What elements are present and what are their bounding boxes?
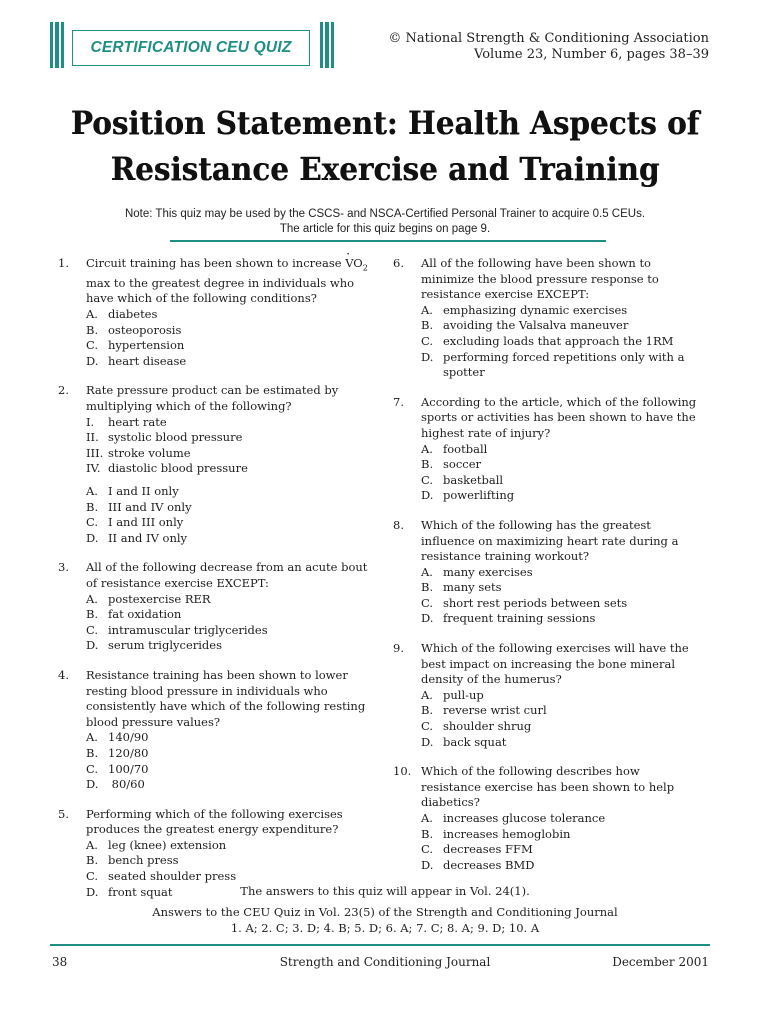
answer-option	[86, 746, 368, 762]
question-8	[393, 518, 703, 627]
divider-footer	[50, 944, 710, 946]
question-number: 6.	[393, 256, 404, 270]
answer-option	[86, 338, 368, 354]
option-text: short rest periods between sets	[443, 595, 628, 610]
item-label: III.	[86, 445, 104, 460]
answer-options	[86, 484, 368, 546]
option-label: C.	[421, 333, 434, 348]
option-label: B.	[421, 318, 434, 333]
question-1	[58, 256, 368, 369]
association-copyright: © National Strength & Conditioning Association	[388, 31, 709, 46]
upcoming-answers-note: The answers to this quiz will appear in Vol. 24(1).	[240, 884, 530, 898]
option-text: I and III only	[108, 515, 184, 530]
question-3	[58, 560, 368, 654]
option-label: B.	[86, 853, 99, 868]
option-label: A.	[86, 730, 98, 745]
option-text: performing forced repetitions only with a spotter	[443, 349, 685, 380]
answer-option	[421, 303, 703, 319]
option-label: D.	[421, 857, 434, 872]
questions-left-column	[58, 256, 368, 914]
question-number: 5.	[58, 806, 69, 821]
option-text: shoulder shrug	[443, 719, 532, 734]
answer-option	[421, 580, 703, 596]
question-number: 1.	[58, 256, 69, 270]
option-text: many exercises	[443, 564, 533, 579]
questions-right-column	[393, 256, 703, 887]
option-label: B.	[421, 457, 434, 472]
option-text: increases hemoglobin	[443, 826, 571, 841]
option-text: diabetes	[108, 307, 158, 322]
previous-answers	[0, 905, 770, 936]
title-line-2: Resistance Exercise and Training	[110, 150, 660, 188]
option-text: serum triglycerides	[108, 638, 222, 653]
answer-option	[421, 827, 703, 843]
answer-option	[421, 703, 703, 719]
answer-option	[421, 611, 703, 627]
question-7	[393, 395, 703, 504]
answer-option	[86, 607, 368, 623]
question-number: 8.	[393, 517, 404, 532]
answer-option	[86, 515, 368, 531]
option-label: C.	[421, 595, 434, 610]
option-text: II and IV only	[108, 530, 188, 545]
option-text: pull-up	[443, 687, 484, 702]
option-text: intramuscular triglycerides	[108, 622, 268, 637]
option-label: D.	[86, 777, 99, 792]
answer-option	[86, 638, 368, 654]
option-text: 120/80	[108, 745, 149, 760]
answer-option	[421, 842, 703, 858]
answer-option	[86, 500, 368, 516]
publication-info	[388, 31, 709, 63]
option-label: D.	[421, 734, 434, 749]
answer-option	[421, 473, 703, 489]
answer-option	[86, 853, 368, 869]
answer-option	[86, 307, 368, 323]
answer-option	[86, 623, 368, 639]
quiz-note	[0, 207, 770, 237]
option-text: decreases BMD	[443, 857, 535, 872]
answer-option	[86, 323, 368, 339]
question-text: Resistance training has been shown to lower resting blood pressure in individuals who consistently have which of the following resting blood pressure values?	[86, 667, 366, 729]
item-text: heart rate	[108, 414, 167, 429]
option-label: A.	[421, 302, 433, 317]
question-number: 4.	[58, 667, 69, 682]
option-text: front squat	[108, 884, 173, 899]
option-text: soccer	[443, 457, 482, 472]
option-label: A.	[421, 441, 433, 456]
page-number: 38	[52, 955, 68, 969]
option-label: D.	[86, 353, 99, 368]
option-label: C.	[421, 719, 434, 734]
option-text: increases glucose tolerance	[443, 811, 606, 825]
option-label: C.	[421, 842, 434, 857]
option-label: B.	[421, 826, 434, 841]
certification-badge: CERTIFICATION CEU QUIZ	[72, 30, 310, 66]
answer-options	[86, 730, 368, 792]
question-number: 2.	[58, 383, 69, 398]
option-label: B.	[421, 580, 434, 595]
question-10	[393, 764, 703, 873]
answer-option	[421, 334, 703, 350]
option-label: A.	[421, 687, 433, 702]
spacer	[86, 477, 368, 484]
option-text: hypertension	[108, 338, 185, 353]
v-dot: · V	[345, 256, 353, 270]
subscript-2: 2	[362, 263, 368, 273]
answer-option	[86, 730, 368, 746]
option-text: heart disease	[108, 353, 187, 368]
item-label: IV.	[86, 461, 101, 476]
option-label: D.	[421, 349, 434, 364]
option-text: 140/90	[108, 730, 149, 745]
option-label: C.	[86, 515, 99, 530]
question-text: Rate pressure product can be estimated by multiplying which of the following?	[86, 383, 339, 414]
roman-item	[86, 446, 368, 462]
option-label: D.	[86, 638, 99, 653]
answer-options	[421, 688, 703, 750]
option-label: C.	[86, 761, 99, 776]
answer-option	[421, 442, 703, 458]
option-label: A.	[421, 811, 433, 825]
option-label: D.	[86, 530, 99, 545]
option-label: D.	[421, 488, 434, 503]
issue-date: December 2001	[612, 955, 709, 969]
question-text: Which of the following describes how resistance exercise has been shown to help diabetics?	[421, 764, 675, 810]
option-label: A.	[86, 484, 98, 499]
option-label: B.	[86, 322, 99, 337]
option-text: basketball	[443, 472, 504, 487]
answer-option	[421, 596, 703, 612]
question-text-part: Circuit training has been shown to increase	[86, 256, 346, 270]
option-label: C.	[86, 338, 99, 353]
item-text: systolic blood pressure	[108, 430, 243, 445]
option-text: frequent training sessions	[443, 611, 596, 626]
option-label: A.	[421, 564, 433, 579]
option-label: D.	[421, 611, 434, 626]
answer-option	[86, 838, 368, 854]
answer-options	[421, 303, 703, 381]
question-number: 9.	[393, 641, 404, 656]
option-text: leg (knee) extension	[108, 837, 227, 852]
answer-option	[421, 719, 703, 735]
option-text: decreases FFM	[443, 842, 533, 857]
answer-option	[86, 484, 368, 500]
question-text: All of the following have been shown to minimize the blood pressure response to resistance exercise EXCEPT:	[421, 256, 659, 302]
option-text: fat oxidation	[108, 607, 182, 622]
item-label: II.	[86, 430, 99, 445]
answer-option	[421, 457, 703, 473]
option-label: A.	[86, 307, 98, 322]
answer-option	[86, 762, 368, 778]
question-number: 10.	[393, 764, 412, 779]
question-text: Performing which of the following exercises produces the greatest energy expenditure?	[86, 806, 343, 837]
option-text: 100/70	[108, 761, 149, 776]
option-text: emphasizing dynamic exercises	[443, 302, 628, 317]
answer-option	[421, 488, 703, 504]
answer-option	[421, 318, 703, 334]
question-9	[393, 641, 703, 750]
question-text-part: max to the greatest degree in individuals who have which of the following conditions?	[86, 275, 355, 306]
option-label: A.	[86, 837, 98, 852]
answer-option	[86, 354, 368, 370]
divider-short	[170, 240, 606, 242]
answer-options	[421, 811, 703, 873]
note-line-2: The article for this quiz begins on page 9.	[279, 223, 491, 235]
option-text: powerlifting	[443, 488, 515, 503]
vo2-symbol	[345, 256, 368, 273]
answer-option	[86, 592, 368, 608]
item-label: I.	[86, 414, 95, 429]
o-letter: O	[353, 256, 363, 270]
option-text: excluding loads that approach the 1RM	[443, 333, 674, 348]
answer-option	[421, 735, 703, 751]
answer-options	[421, 442, 703, 504]
question-text: Which of the following exercises will have the best impact on increasing the bone mineral density of the humerus?	[421, 641, 689, 687]
answer-option	[421, 688, 703, 704]
option-text: back squat	[443, 734, 507, 749]
question-text: All of the following decrease from an acute bout of resistance exercise EXCEPT:	[86, 560, 368, 590]
page-title	[31, 100, 739, 192]
journal-name: Strength and Conditioning Journal	[279, 955, 491, 969]
answer-options	[86, 307, 368, 369]
option-text: I and II only	[108, 484, 179, 499]
previous-answers-key: 1. A; 2. C; 3. D; 4. B; 5. D; 6. A; 7. C; 8. A; 9. D; 10. A	[230, 920, 540, 935]
question-number: 7.	[393, 394, 404, 409]
question-4	[58, 668, 368, 793]
answer-option	[86, 869, 368, 885]
roman-items	[86, 415, 368, 477]
option-label: A.	[86, 591, 98, 606]
option-label: C.	[421, 472, 434, 487]
volume-info: Volume 23, Number 6, pages 38–39	[474, 47, 709, 62]
option-text: III and IV only	[108, 499, 192, 514]
answer-option	[421, 350, 703, 381]
option-label: C.	[86, 622, 99, 637]
option-label: C.	[86, 869, 99, 884]
roman-item	[86, 430, 368, 446]
question-text: Which of the following has the greatest influence on maximizing heart rate during a resistance training workout?	[421, 517, 679, 564]
option-text: bench press	[108, 853, 179, 868]
question-text	[86, 256, 368, 307]
roman-item	[86, 461, 368, 477]
answer-option	[421, 811, 703, 827]
option-text: seated shoulder press	[108, 869, 237, 884]
option-text: reverse wrist curl	[443, 703, 547, 718]
question-text: According to the article, which of the following sports or activities has been shown to have the highest rate of injury?	[421, 394, 697, 440]
item-text: stroke volume	[108, 445, 191, 460]
header-bars-left-decoration	[50, 22, 64, 68]
option-label: B.	[86, 745, 99, 760]
question-number: 3.	[58, 560, 69, 575]
note-line-1: Note: This quiz may be used by the CSCS- and NSCA-Certified Personal Trainer to acquire 0.5 CEUs.	[124, 208, 646, 220]
header-bars-right-decoration	[320, 22, 334, 68]
answer-option	[421, 858, 703, 874]
option-text: osteoporosis	[108, 322, 182, 337]
title-line-1: Position Statement: Health Aspects of	[70, 104, 700, 142]
answer-options	[421, 565, 703, 627]
option-label: B.	[421, 703, 434, 718]
roman-item	[86, 415, 368, 431]
item-text: diastolic blood pressure	[108, 461, 248, 476]
option-label: B.	[86, 607, 99, 622]
option-text: postexercise RER	[108, 591, 211, 606]
answer-option	[86, 531, 368, 547]
option-label: B.	[86, 499, 99, 514]
answer-options	[86, 592, 368, 654]
answer-option	[421, 565, 703, 581]
question-2	[58, 383, 368, 546]
answer-option	[86, 777, 368, 793]
option-text: 80/60	[108, 777, 145, 792]
option-text: avoiding the Valsalva maneuver	[443, 318, 629, 333]
option-text: football	[443, 441, 488, 456]
option-text: many sets	[443, 580, 502, 595]
previous-answers-heading: Answers to the CEU Quiz in Vol. 23(5) of the Strength and Conditioning Journal	[152, 905, 618, 919]
question-6	[393, 256, 703, 381]
option-label: D.	[86, 884, 99, 899]
